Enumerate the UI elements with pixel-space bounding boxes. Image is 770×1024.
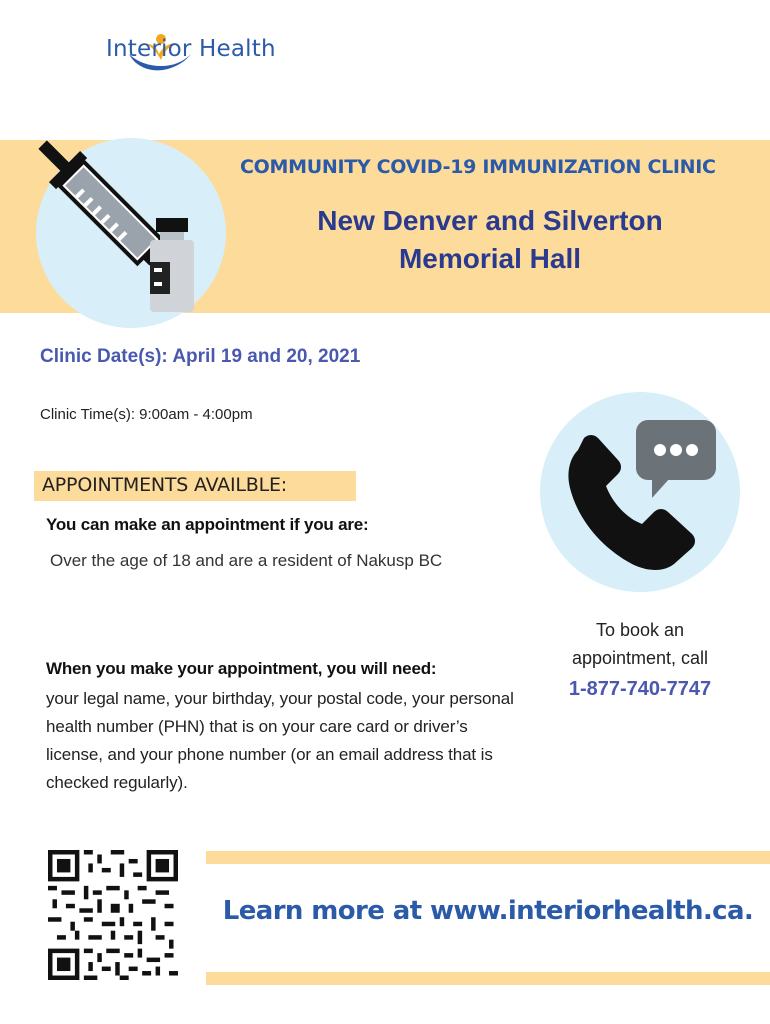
clinic-times: Clinic Time(s): 9:00am - 4:00pm <box>40 406 253 423</box>
qr-code-icon[interactable] <box>48 850 178 980</box>
footer-bar-top <box>206 851 770 864</box>
eligibility-heading: You can make an appointment if you are: <box>46 515 369 534</box>
learn-more-link[interactable]: Learn more at www.interiorhealth.ca. <box>222 896 754 926</box>
booking-line-2: appointment, call <box>571 648 709 668</box>
footer-bar-bottom <box>206 972 770 985</box>
clinic-kicker: COMMUNITY COVID-19 IMMUNIZATION CLINIC <box>240 156 716 178</box>
booking-phone-number[interactable]: 1-877-740-7747 <box>568 678 712 700</box>
booking-line-1: To book an <box>595 620 685 640</box>
booking-instructions <box>540 616 740 672</box>
appointments-label: APPOINTMENTS AVAILBLE: <box>42 474 287 496</box>
location-line-2: Memorial Hall <box>398 243 582 274</box>
brand-name: Interior Health <box>106 36 276 62</box>
eligibility-text: Over the age of 18 and are a resident of Nakusp BC <box>50 551 443 570</box>
phone-chat-icon <box>540 392 740 592</box>
vaccine-syringe-icon <box>36 138 226 328</box>
location-line-1: New Denver and Silverton <box>317 205 663 236</box>
requirements-text: your legal name, your birthday, your postal code, your personal health number (PHN) that is on your care card or driver’s license, and your phone number (or an email address that is checked regularly). <box>46 689 514 792</box>
requirements-heading: When you make your appointment, you will need: <box>46 659 437 678</box>
clinic-dates: Clinic Date(s): April 19 and 20, 2021 <box>40 346 361 367</box>
clinic-location <box>240 202 740 278</box>
